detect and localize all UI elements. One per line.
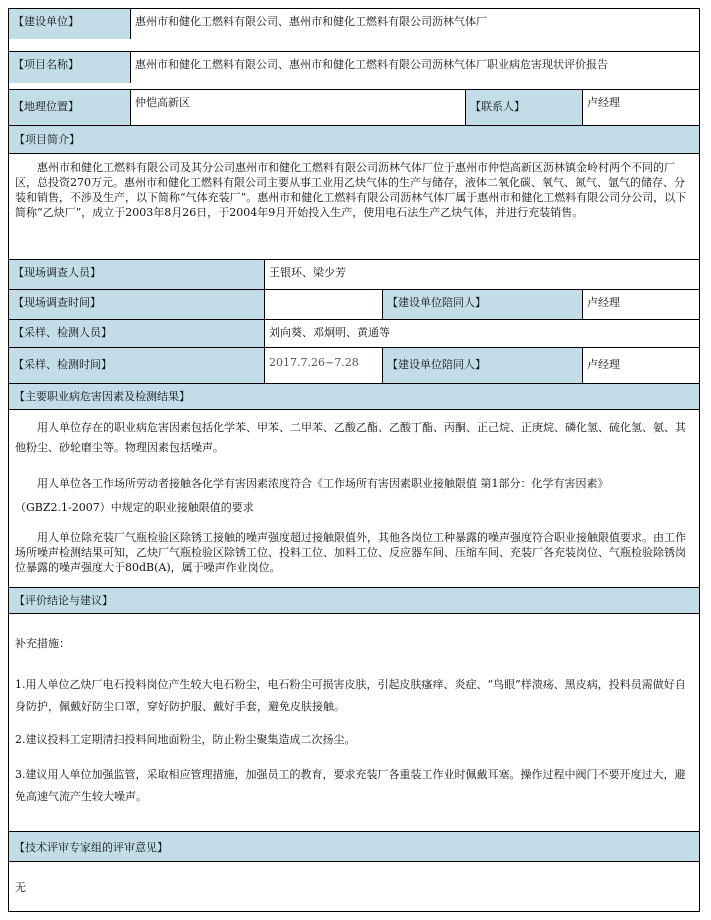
- row-project-name: [9, 51, 699, 83]
- hazards-paragraph-2b: （GBZ2.1-2007）中规定的职业接触限值的要求: [15, 501, 254, 514]
- accompany-label: 【建设单位陪同人】: [382, 290, 582, 319]
- expert-section-header: 【技术评审专家组的评审意见】: [9, 832, 699, 861]
- hazards-paragraph-3: 用人单位除充装厂气瓶检验区除锈工接触的噪声强度超过接触限值外，其他各岗位工种暴露的噪声强度符合职业接触限值要求。由工作场所噪声检测结果可知，乙炔厂气瓶检验区除锈工位、投料工位、加料工位、反应器车间、压缩车间、充装厂各充装岗位、气瓶检验除锈岗位暴露的噪声强度大于80dB(A)，属于噪声作业岗位。: [15, 531, 686, 574]
- sampling-people-value: 刘向葵、邓炯明、黄通等: [264, 320, 699, 347]
- row-survey-time: [9, 289, 699, 319]
- construction-unit-value: 惠州市和健化工燃料有限公司、惠州市和健化工燃料有限公司沥林气体厂: [130, 9, 699, 39]
- row-conclusion-text: [9, 613, 699, 831]
- row-expert-header: [9, 831, 699, 861]
- conclusion-section-header: 【评价结论与建议】: [9, 588, 699, 613]
- location-label: 【地理位置】: [9, 90, 130, 125]
- contact-label: 【联系人】: [465, 90, 582, 125]
- contact-value: 卢经理: [582, 90, 699, 125]
- sampling-time-label: 【采样、检测时间】: [9, 348, 264, 383]
- row-survey-people: [9, 259, 699, 289]
- survey-time-label: 【现场调查时间】: [9, 290, 264, 319]
- hazards-paragraph-2a: 用人单位各工作场所劳动者接触各化学有害因素浓度符合《工作场所有害因素职业接触限值 第1部分：化学有害因素》: [37, 477, 609, 490]
- row-hazards-header: [9, 383, 699, 409]
- location-value: 仲恺高新区: [130, 90, 465, 125]
- accompany2-label: 【建设单位陪同人】: [382, 348, 582, 383]
- row-intro-text: [9, 153, 699, 259]
- row-sampling-people: [9, 319, 699, 347]
- conclusion-item-3: 3.建议用人单位加强监管，采取相应管理措施，加强员工的教育，要求充装厂各重装工作业时佩戴耳塞。操作过程中阀门不要开度过大，避免高速气流产生较大噪声。: [15, 768, 686, 803]
- survey-people-value: 王银环、梁少芳: [264, 260, 699, 289]
- construction-unit-label: 【建设单位】: [9, 9, 130, 39]
- conclusion-item-2: 2.建议投料工定期清扫投料间地面粉尘，防止粉尘聚集造成二次扬尘。: [15, 733, 356, 746]
- intro-paragraph: 惠州市和健化工燃料有限公司及其分公司惠州市和健化工燃料有限公司沥林气体厂位于惠州市仲恺高新区沥林镇金岭村两个不同的厂区，总投资270万元。惠州市和健化工燃料有限公司主要从事工业用乙炔气体的生产与储存，液体二氧化碳、氧气、氮气、氩气的储存、分装和销售，不涉及生产，以下简称“气体充装厂”。惠州市和健化工燃料有限公司沥林气体厂属于惠州市和健化工燃料有限公司分公司，以下简称“乙炔厂”，成立于2003年8月26日，于2004年9月开始投入生产，使用电石法生产乙炔气体，并进行充装销售。: [15, 161, 687, 219]
- intro-section-header: 【项目简介】: [9, 126, 699, 153]
- row-sampling-time: [9, 347, 699, 383]
- accompany2-value: 卢经理: [582, 348, 699, 383]
- project-name-label: 【项目名称】: [9, 52, 130, 83]
- expert-opinion-value: 无: [15, 881, 26, 894]
- row-construction-unit: [9, 9, 699, 39]
- sampling-time-value: 2017.7.26~7.28: [264, 348, 382, 383]
- row-intro-header: [9, 125, 699, 153]
- sampling-people-label: 【采样、检测人员】: [9, 320, 264, 347]
- row-expert-value: [9, 861, 699, 911]
- hazards-section-header: 【主要职业病危害因素及检测结果】: [9, 384, 699, 409]
- survey-people-label: 【现场调查人员】: [9, 260, 264, 289]
- conclusion-item-1: 1.用人单位乙炔厂电石投料岗位产生较大电石粉尘，电石粉尘可损害皮肤，引起皮肤瘙痒、炎症、“鸟眼”样溃疡、黑皮病，投料员需做好自身防护，佩戴好防尘口罩，穿好防护服、戴好手套，避免皮肤接触。: [15, 678, 686, 713]
- project-name-value: 惠州市和健化工燃料有限公司、惠州市和健化工燃料有限公司沥林气体厂职业病危害现状评价报告: [130, 52, 699, 83]
- survey-time-value: [264, 290, 382, 319]
- row-hazards-text: [9, 409, 699, 587]
- report-table: [8, 8, 700, 912]
- conclusion-intro: 补充措施：: [15, 637, 70, 650]
- hazards-paragraph-1: 用人单位存在的职业病危害因素包括化学苯、甲苯、二甲苯、乙酸乙酯、乙酸丁酯、丙酮、正己烷、正庚烷、磷化氢、硫化氢、氨、其他粉尘、砂轮磨尘等。物理因素包括噪声。: [15, 421, 686, 454]
- accompany-value: 卢经理: [582, 290, 699, 319]
- row-conclusion-header: [9, 587, 699, 613]
- row-location: [9, 89, 699, 125]
